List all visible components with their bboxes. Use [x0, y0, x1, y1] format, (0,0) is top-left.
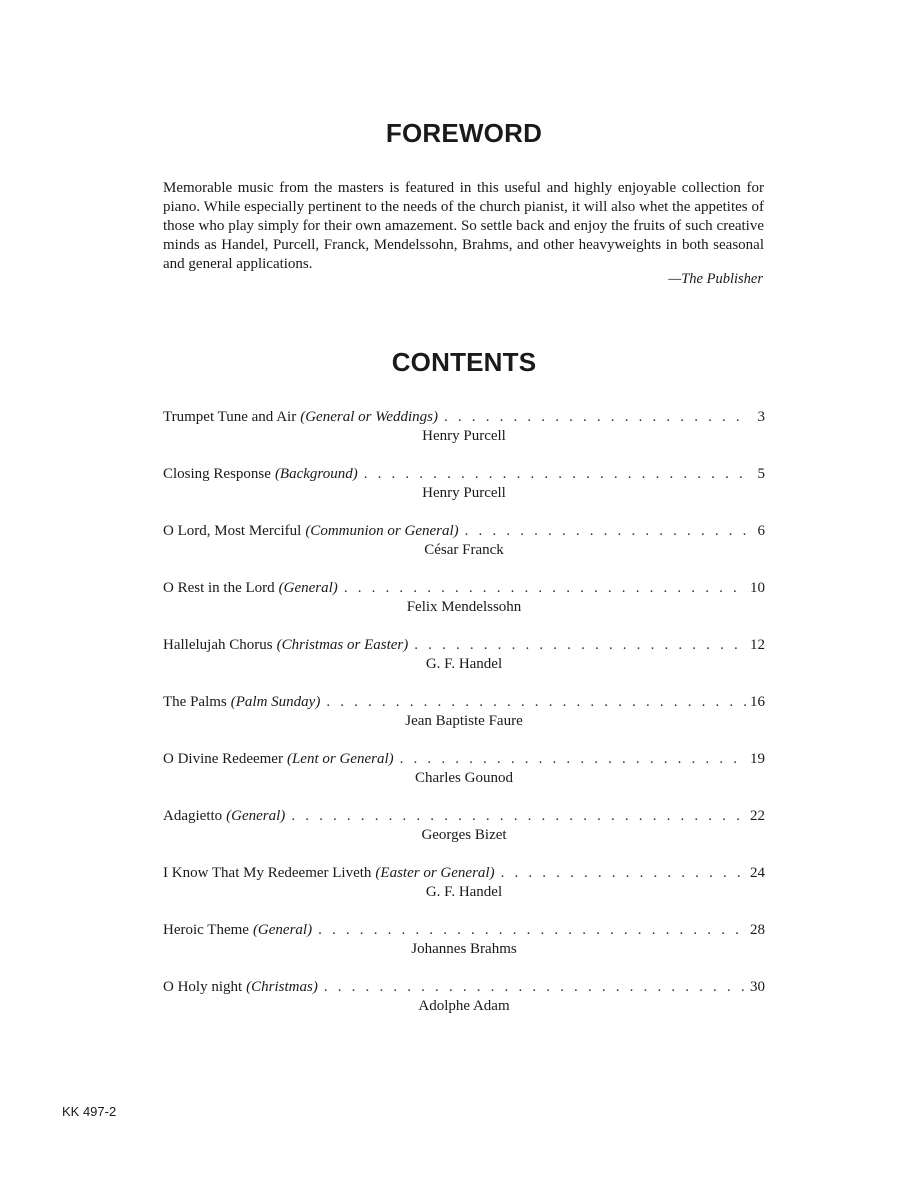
toc-entry: [163, 806, 765, 863]
toc-page-number: 19: [750, 751, 765, 767]
toc-composer: Henry Purcell: [422, 485, 506, 501]
toc-entry: [163, 635, 765, 692]
toc-occasion: (Christmas or Easter): [276, 637, 409, 653]
toc-title: Adagietto: [163, 808, 223, 824]
toc-line: [163, 806, 765, 826]
toc-title: The Palms: [163, 694, 227, 710]
table-of-contents: [163, 407, 765, 1034]
toc-occasion: (General): [278, 580, 338, 596]
toc-occasion: (Communion or General): [305, 523, 459, 539]
toc-entry: [163, 521, 765, 578]
toc-composer: Georges Bizet: [421, 827, 507, 843]
catalog-code: KK 497-2: [62, 1104, 117, 1119]
toc-title: Heroic Theme: [163, 922, 249, 938]
toc-page-number: 24: [750, 865, 765, 881]
toc-leader-dots: [414, 635, 748, 655]
toc-page-number: 10: [750, 580, 765, 596]
toc-line: [163, 635, 765, 655]
toc-occasion: (Christmas): [246, 979, 318, 995]
toc-leader-dots: [324, 977, 748, 997]
toc-page-number: 30: [750, 979, 765, 995]
toc-occasion: (Palm Sunday): [230, 694, 321, 710]
toc-leader-dots: [444, 407, 749, 427]
toc-leader-dots: [318, 920, 748, 940]
toc-composer: G. F. Handel: [425, 656, 503, 672]
toc-entry: [163, 464, 765, 521]
toc-line: [163, 521, 765, 541]
toc-title: O Rest in the Lord: [163, 580, 275, 596]
toc-composer: Jean Baptiste Faure: [405, 713, 523, 729]
toc-occasion: (Easter or General): [375, 865, 495, 881]
toc-entry: [163, 692, 765, 749]
toc-page-number: 28: [750, 922, 765, 938]
toc-leader-dots: [501, 863, 748, 883]
toc-page-number: 12: [750, 637, 765, 653]
toc-leader-dots: [344, 578, 748, 598]
toc-leader-dots: [465, 521, 749, 541]
toc-entry: [163, 749, 765, 806]
toc-occasion: (Background): [274, 466, 358, 482]
foreword-heading: FOREWORD: [385, 118, 543, 148]
toc-line: [163, 863, 765, 883]
toc-occasion: (General): [226, 808, 286, 824]
toc-composer: Henry Purcell: [422, 428, 506, 444]
toc-page-number: 22: [750, 808, 765, 824]
toc-composer: G. F. Handel: [425, 884, 503, 900]
contents-heading: CONTENTS: [391, 347, 537, 377]
toc-entry: [163, 407, 765, 464]
toc-occasion: (General or Weddings): [300, 409, 438, 425]
toc-occasion: (Lent or General): [286, 751, 394, 767]
toc-composer: Felix Mendelssohn: [406, 599, 522, 615]
toc-composer: Adolphe Adam: [418, 998, 510, 1014]
toc-line: [163, 407, 765, 427]
toc-title: O Divine Redeemer: [163, 751, 283, 767]
toc-line: [163, 749, 765, 769]
toc-title: Trumpet Tune and Air: [163, 409, 297, 425]
toc-line: [163, 578, 765, 598]
foreword-signature: —The Publisher: [668, 271, 763, 287]
toc-page-number: 3: [757, 409, 765, 425]
toc-line: [163, 464, 765, 484]
toc-title: Hallelujah Chorus: [163, 637, 273, 653]
toc-entry: [163, 977, 765, 1034]
toc-title: I Know That My Redeemer Liveth: [163, 865, 372, 881]
toc-line: [163, 692, 765, 712]
toc-page-number: 6: [757, 523, 765, 539]
toc-entry: [163, 863, 765, 920]
toc-title: O Lord, Most Merciful: [163, 523, 302, 539]
toc-occasion: (General): [252, 922, 313, 938]
toc-entry: [163, 578, 765, 635]
toc-title: O Holy night: [163, 979, 243, 995]
toc-composer: Charles Gounod: [415, 770, 513, 786]
toc-line: [163, 977, 765, 997]
toc-leader-dots: [326, 692, 748, 712]
toc-entry: [163, 920, 765, 977]
toc-page-number: 5: [757, 466, 765, 482]
toc-leader-dots: [291, 806, 748, 826]
foreword-body: Memorable music from the masters is featured in this useful and highly enjoyable collection for piano. While especially pertinent to the needs of the church pianist, it will also whet the appetites of those who play simply for their own amazement. So settle back and enjoy the fruits of such creative minds as Handel, Purcell, Franck, Mendelssohn, Brahms, and other heavyweights in both seasonal and general applications.: [163, 180, 764, 272]
toc-line: [163, 920, 765, 940]
toc-leader-dots: [400, 749, 748, 769]
toc-composer: Johannes Brahms: [411, 941, 517, 957]
toc-title: Closing Response: [163, 466, 271, 482]
toc-composer: César Franck: [424, 542, 504, 558]
toc-leader-dots: [364, 464, 749, 484]
toc-page-number: 16: [750, 694, 765, 710]
